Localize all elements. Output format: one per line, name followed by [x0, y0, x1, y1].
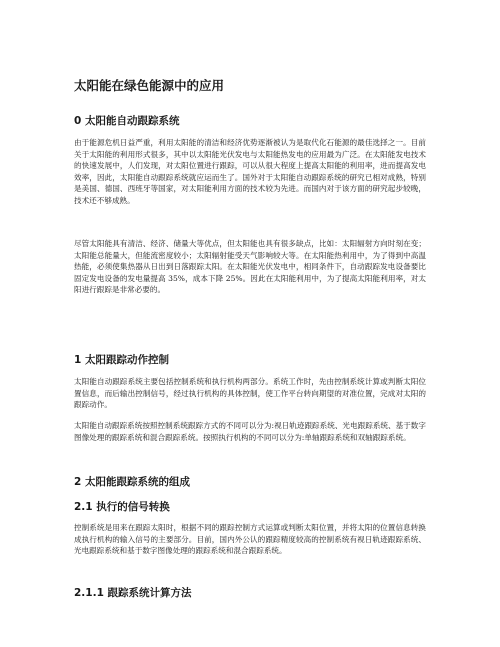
paragraph: 太阳能自动跟踪系统主要包括控制系统和执行机构两部分。系统工作时，先由控制系统计算或判断太阳位置信息，而后输出控制信号，经过执行机构的具体控制，使工作平台转向期望的对准位置，完成对太阳的跟踪动作。: [74, 377, 426, 410]
section-heading: 1 太阳跟踪动作控制: [74, 354, 169, 366]
paragraph: 由于能源危机日益严重，利用太阳能的清洁和经济优势逐渐被认为是取代化石能源的最佳选择之一。目前关于太阳能的利用形式很多，其中以太阳能光伏发电与太阳能热发电的应用最为广泛。在太阳能发电技术的快速发展中，人们发现，对太阳位置进行跟踪，可以从很大程度上提高太阳能的利用率，进而提高发电效率，因此，太阳能自动跟踪系统就应运而生了。国外对于太阳能自动跟踪系统的研究已相对成熟，特别是美国、德国、西班牙等国家，对太阳能利用方面的技术较为先进。而国内对于该方面的研究起步较晚，技术还不够成熟。: [74, 138, 426, 205]
paragraph: 太阳能自动跟踪系统按照控制系统跟踪方式的不同可以分为:视日轨迹跟踪系统、光电跟踪系统、基于数字图像处理的跟踪系统和混合跟踪系统。按照执行机构的不同可以分为:单轴跟踪系统和双轴跟踪系统。: [74, 421, 426, 442]
document-title: 太阳能在绿色能源中的应用: [74, 78, 225, 93]
section-heading: 2 太阳能跟踪系统的组成: [74, 476, 190, 488]
paragraph: 尽管太阳能具有清洁、经济、储量大等优点，但太阳能也具有很多缺点，比如：太阳辐射方向时刻在变；太阳能总能量大，但能流密度较小；太阳辐射能受天气影响较大等。在太阳能热利用中，为了得到中高温热能，必须使集热器从日出到日落跟踪太阳。在太阳能光伏发电中，相同条件下，自动跟踪发电设备要比固定发电设备的发电量提高 35%，成本下降 25%。因此在太阳能利用中，为了提高太阳能利用率，对太阳进行跟踪是非常必要的。: [74, 239, 426, 295]
subsection-heading: 2.1 执行的信号转换: [74, 501, 170, 513]
section-heading: 0 太阳能自动跟踪系统: [74, 115, 180, 127]
paragraph: 控制系统是用来在跟踪太阳时，根据不同的跟踪控制方式运算或判断太阳位置，并将太阳的位置信息转换成执行机构的输入信号的主要部分。目前，国内外公认的跟踪精度较高的控制系统有视日轨迹跟踪系统、光电跟踪系统和基于数字图像处理的跟踪系统和混合跟踪系统。: [74, 523, 426, 556]
subsubsection-heading: 2.1.1 跟踪系统计算方法: [74, 587, 192, 599]
